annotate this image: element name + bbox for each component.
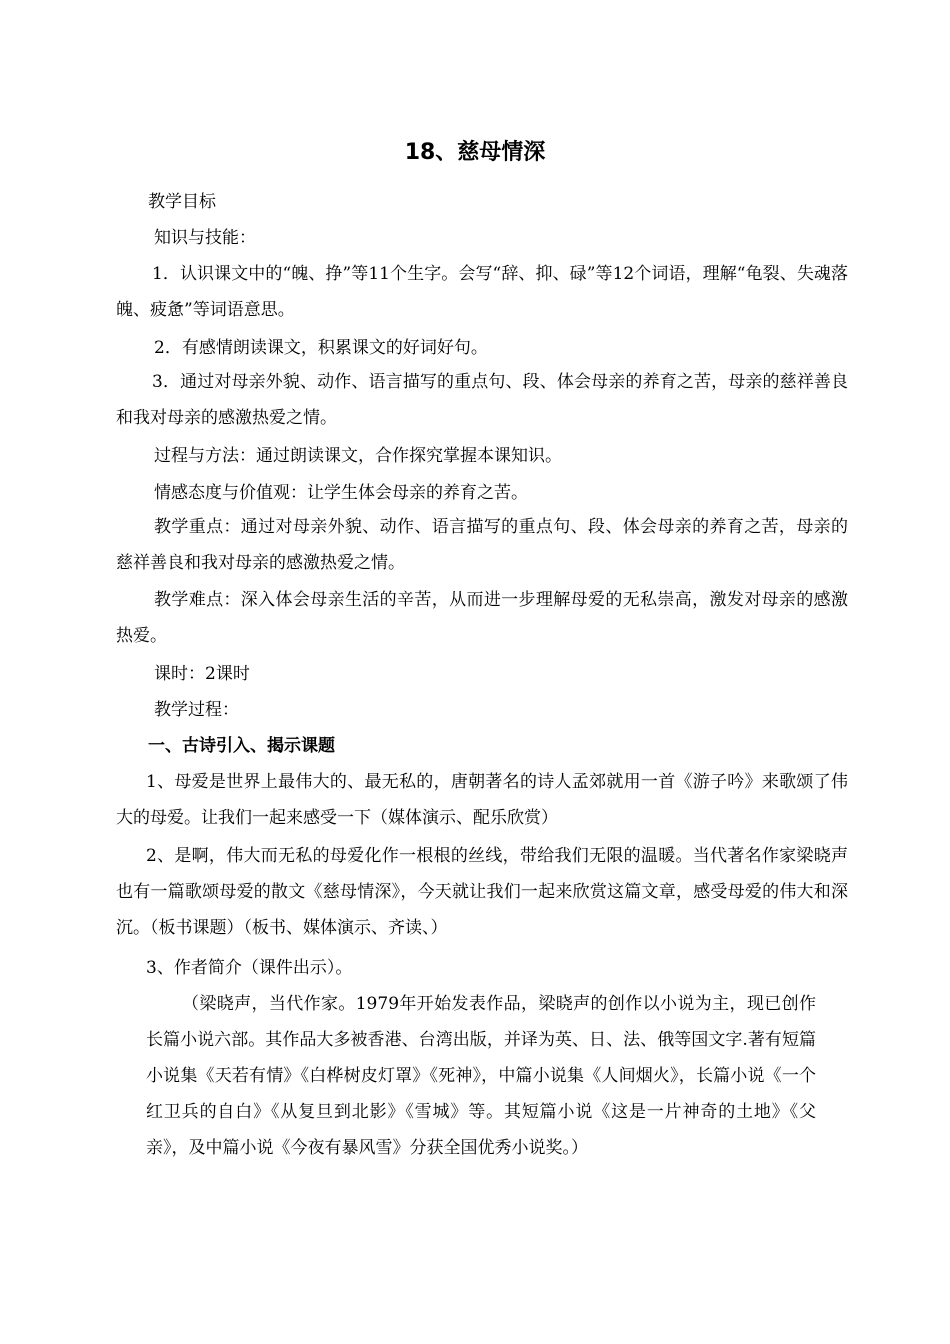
- process-method-paragraph: 过程与方法：通过朗读课文，合作探究掌握本课知识。: [154, 446, 562, 466]
- step-3-paragraph: 3、作者简介（课件出示）。: [146, 958, 353, 978]
- goal-2-paragraph: 2．有感情朗读课文，积累课文的好词好句。: [154, 338, 488, 358]
- class-hours: 课时：2课时: [154, 664, 250, 684]
- goal-1-paragraph: 1．认识课文中的“魄、挣”等11个生字。会写“辞、抑、碌”等12个词语，理解“龟裂、失魂落魄、疲惫”等词语意思。: [116, 264, 848, 320]
- teaching-process-label: 教学过程：: [154, 700, 239, 720]
- step-1-paragraph: 1、母爱是世界上最伟大的、最无私的，唐朝著名的诗人孟郊就用一首《游子吟》来歌颂了伟大的母爱。让我们一起来感受一下（媒体演示、配乐欣赏）: [116, 772, 848, 828]
- goal-3-paragraph: 3．通过对母亲外貌、动作、语言描写的重点句、段、体会母亲的养育之苦，母亲的慈祥善良和我对母亲的感激热爱之情。: [116, 372, 848, 428]
- key-points-paragraph: 教学重点：通过对母亲外貌、动作、语言描写的重点句、段、体会母亲的养育之苦，母亲的慈祥善良和我对母亲的感激热爱之情。: [116, 517, 848, 573]
- emotion-values-paragraph: 情感态度与价值观：让学生体会母亲的养育之苦。: [154, 483, 528, 503]
- page-title: 18、慈母情深: [404, 140, 546, 165]
- difficult-points-paragraph: 教学难点：深入体会母亲生活的辛苦，从而进一步理解母爱的无私崇高，激发对母亲的感激热爱。: [116, 590, 848, 646]
- step-2-paragraph: 2、是啊，伟大而无私的母爱化作一根根的丝线，带给我们无限的温暖。当代著名作家梁晓声也有一篇歌颂母爱的散文《慈母情深》，今天就让我们一起来欣赏这篇文章，感受母爱的伟大和深沉。（板书课题）（板书、媒体演示、齐读、）: [116, 846, 848, 938]
- teaching-goals-heading: 教学目标: [148, 192, 216, 212]
- author-bio-paragraph: （梁晓声，当代作家。1979年开始发表作品，梁晓声的创作以小说为主，现已创作长篇小说六部。其作品大多被香港、台湾出版，并译为英、日、法、俄等国文字.著有短篇小说集《天若有情》《白桦树皮灯罩》《死神》，中篇小说集《人间烟火》，长篇小说《一个红卫兵的自白》《从复旦到北影》《雪城》等。其短篇小说《这是一片神奇的土地》《父亲》，及中篇小说《今夜有暴风雪》分获全国优秀小说奖。）: [146, 994, 816, 1158]
- knowledge-skills-label: 知识与技能：: [154, 228, 256, 248]
- section-1-heading: 一、古诗引入、揭示课题: [148, 736, 335, 756]
